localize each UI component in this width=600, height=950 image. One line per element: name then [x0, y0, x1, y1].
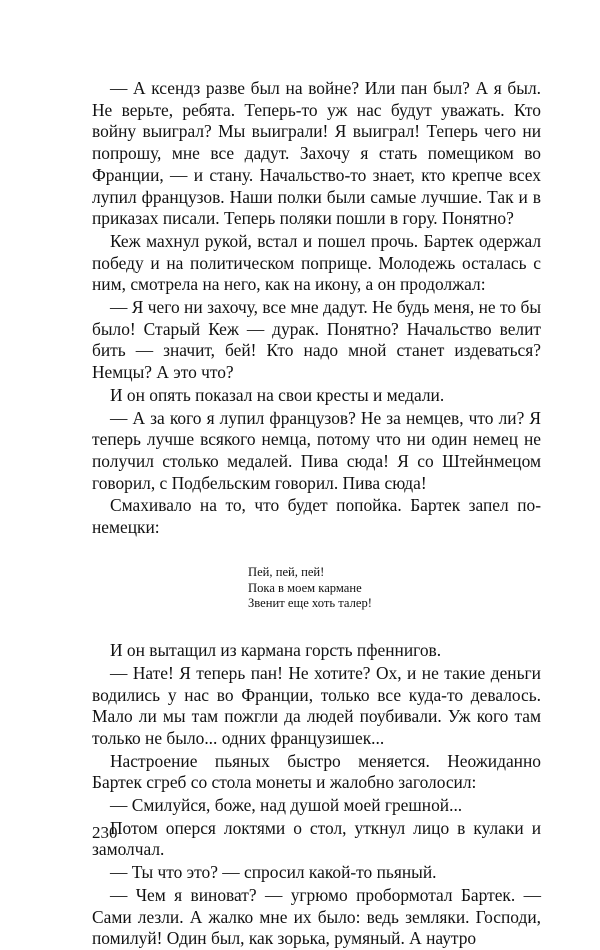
paragraph: — Ты что это? — спросил какой-то пьяный.	[110, 862, 437, 883]
paragraph: Настроение пьяных быстро меняется. Неожиданно Бартек сгреб со стола монеты и жалобно заголосил:	[92, 750, 541, 793]
paragraph: — А за кого я лупил французов? Не за немцев, что ли? Я теперь лучше всякого немца, потому что ни один немец не получил столько медалей. Пива сюда! Я со Штейнмецом говорил, с Подбельским говорил. Пива сюда!	[92, 407, 541, 493]
paragraph: — Чем я виноват? — угрюмо пробормотал Бартек. — Сами лезли. А жалко мне их было: ведь земляки. Господи, помилуй! Один был, как зорька, румяный. А наутро	[92, 884, 541, 949]
paragraph: Кеж махнул рукой, встал и пошел прочь. Бартек одержал победу и на политическом поприще. Молодежь осталась с ним, смотрела на него, как на икону, а он продолжал:	[92, 230, 541, 295]
paragraph: Смахивало на то, что будет попойка. Бартек запел по-немецки:	[92, 495, 541, 538]
paragraph: — Смилуйся, боже, над душой моей грешной...	[110, 795, 463, 816]
paragraph: — Я чего ни захочу, все мне дадут. Не будь меня, не то бы было! Старый Кеж — дурак. Понятно? Начальство велит бить — значит, бей! Кто надо мной станет издеваться? Немцы? А это что?	[92, 297, 541, 383]
paragraph: И он вытащил из кармана горсть пфеннигов.	[110, 640, 442, 661]
paragraph: — А ксендз разве был на войне? Или пан был? А я был. Не верьте, ребята. Теперь-то уж нас будут уважать. Кто войну выиграл? Мы выиграли! Я выиграл! Теперь чего ни попрошу, мне все дадут. Захочу я стать помещиком во Франции, — и стану. Начальство-то знает, кто крепче всех лупил французов. Наши полки были самые лучшие. Так и в приказах писали. Теперь поляки пошли в гору. Понятно?	[92, 78, 541, 229]
song-verse	[248, 565, 541, 612]
verse-line: Пей, пей, пей!	[248, 564, 325, 579]
paragraph: И он опять показал на свои кресты и медали.	[110, 384, 445, 405]
body-text	[92, 78, 541, 950]
verse-line: Звенит еще хоть талер!	[248, 596, 372, 611]
paragraph: — Нате! Я теперь пан! Не хотите? Ох, и не такие деньги водились у нас во Франции, только все куда-то девалось. Мало ли мы там пожгли да людей поубивали. Уж кого там только не было... одних французишек...	[92, 662, 541, 748]
paragraph: Потом оперся локтями о стол, уткнул лицо в кулаки и замолчал.	[92, 817, 541, 860]
verse-line: Пока в моем кармане	[248, 580, 362, 595]
page-number: 230	[92, 823, 118, 842]
